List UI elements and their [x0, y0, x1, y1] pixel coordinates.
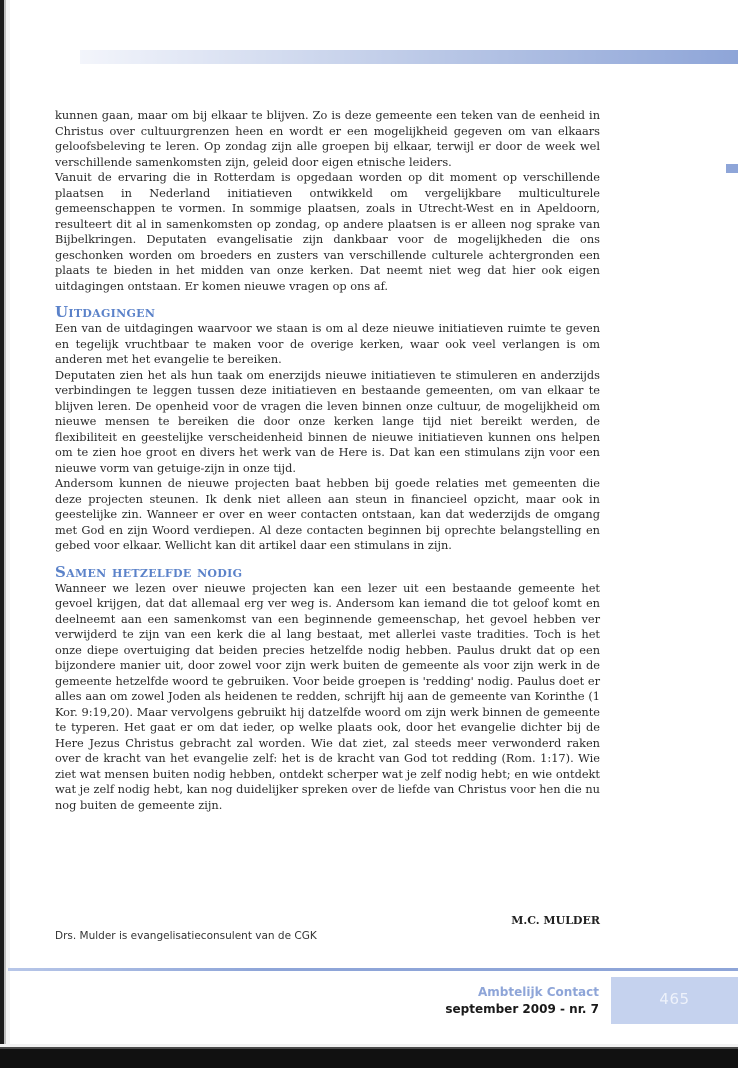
header-color-band — [80, 50, 738, 64]
uitdagingen-paragraph-3: Andersom kunnen de nieuwe projecten baat hebben bij goede relaties met gemeenten die deze projecten steunen. Ik denk niet alleen aan steun in financieel opzicht, maar ook in geestelijke zin. Wanneer er over en weer contacten ontstaan, kan dat wederzijds de omgang met God en zijn Woord verdiepen. Al deze contacten beginnen bij oprechte belangstelling en gebed voor elkaar. Wellicht kan dit artikel daar een stimulans in zijn. — [55, 476, 600, 552]
issue-label: september 2009 - nr. 7 — [445, 1002, 599, 1016]
page-number: 465 — [659, 990, 690, 1008]
author-signature: M.C. MULDER — [511, 914, 600, 927]
uitdagingen-paragraph-2: Deputaten zien het als hun taak om enerzijds nieuwe initiatieven te stimuleren en anderzijds verbindingen te leggen tussen deze initiatieven en bestaande gemeenten, om van elkaar te blijven leren. De openheid voor de vragen die leven binnen onze cultuur, de mogelijkheid om nieuwe mensen te bereiken die door onze kerken lange tijd niet bereikt werden, de flexibiliteit en geestelijke verscheidenheid binnen de nieuwe initiatieven kunnen ons helpen om te zien hoe groot en divers het werk van de Here is. Dat kan een stimulans zijn voor een nieuwe vorm van getuige-zijn in onze tijd. — [55, 367, 600, 475]
samen-paragraph-1: Wanneer we lezen over nieuwe projecten kan een lezer uit een bestaande gemeente het gevoel krijgen, dat dat allemaal erg ver weg is. Andersom kan iemand die tot geloof komt en deelneemt aan een samenkomst van een beginnende gemeenschap, het gevoel hebben ver verwijderd te zijn van een kerk die al lang bestaat, met allerlei vaste tradities. Toch is het onze diepe overtuiging dat beiden precies hetzelfde nodig hebben. Paulus drukt dat op een bijzondere manier uit, door zowel voor zijn werk buiten de gemeente als voor zijn werk in de gemeente hetzelfde woord te gebruiken. Voor beide groepen is 'redding' nodig. Paulus doet er alles aan om zowel Joden als heidenen te redden, schrijft hij aan de gemeente van Korinthe (1 Kor. 9:19,20). Maar vervolgens gebruikt hij datzelfde woord om zijn werk binnen de gemeente te typeren. Het gaat er om dat ieder, op welke plaats ook, door het evangelie dichter bij de Here Jezus Christus gebracht zal worden. Wie dat ziet, zal steeds meer verwonderd raken over de kracht van het evangelie zelf: het is de kracht van God tot redding (Rom. 1:17). Wie ziet wat mensen buiten nodig hebben, ontdekt scherper wat je zelf nodig hebt; en wie ontdekt wat je zelf nodig hebt, kan nog duidelijker spreken over de liefde van Christus voor hen die nu nog buiten de gemeente zijn. — [55, 580, 600, 812]
page-bottom-edge — [0, 1044, 738, 1068]
margin-tab-marker — [726, 164, 738, 173]
uitdagingen-paragraph-1: Een van de uitdagingen waarvoor we staan is om al deze nieuwe initiatieven ruimte te geven en tegelijk vruchtbaar te maken voor de overige kerken, waar ook veel verlangen is om anderen met het evangelie te bereiken. — [55, 321, 600, 366]
section-heading-uitdagingen: Uitdagingen — [55, 303, 156, 321]
intro-paragraph-1: kunnen gaan, maar om bij elkaar te blijven. Zo is deze gemeente een teken van de eenheid in Christus over cultuurgrenzen heen en wordt er een mogelijkheid gegeven om van elkaars geloofsbeleving te leren. Op zondag zijn alle groepen bij elkaar, terwijl er door de week wel verschillende samenkomsten zijn, geleid door eigen etnische leiders. — [55, 108, 600, 169]
section-heading-samen: Samen hetzelfde nodig — [55, 562, 243, 581]
article-body — [55, 108, 600, 813]
journal-title: Ambtelijk Contact — [477, 985, 599, 999]
author-note: Drs. Mulder is evangelisatieconsulent van de CGK — [55, 930, 317, 942]
page-binding-edge — [0, 0, 10, 1068]
footer-rule — [8, 968, 738, 971]
intro-paragraph-2: Vanuit de ervaring die in Rotterdam is opgedaan worden op dit moment op verschillende plaatsen in Nederland initiatieven ontwikkeld om vergelijkbare multiculturele gemeenschappen te vormen. In sommige plaatsen, zoals in Utrecht-West en in Apeldoorn, resulteert dit al in samenkomsten op zondag, op andere plaatsen is er alleen nog sprake van Bijbelkringen. Deputaten evangelisatie zijn dankbaar voor de mogelijkheden die ons geschonken worden om broeders en zusters van verschillende culturele achtergronden een plaats te bieden in het midden van onze kerken. Dat neemt niet weg dat hier ook eigen uitdagingen ontstaan. Er komen nieuwe vragen op ons af. — [55, 170, 600, 293]
